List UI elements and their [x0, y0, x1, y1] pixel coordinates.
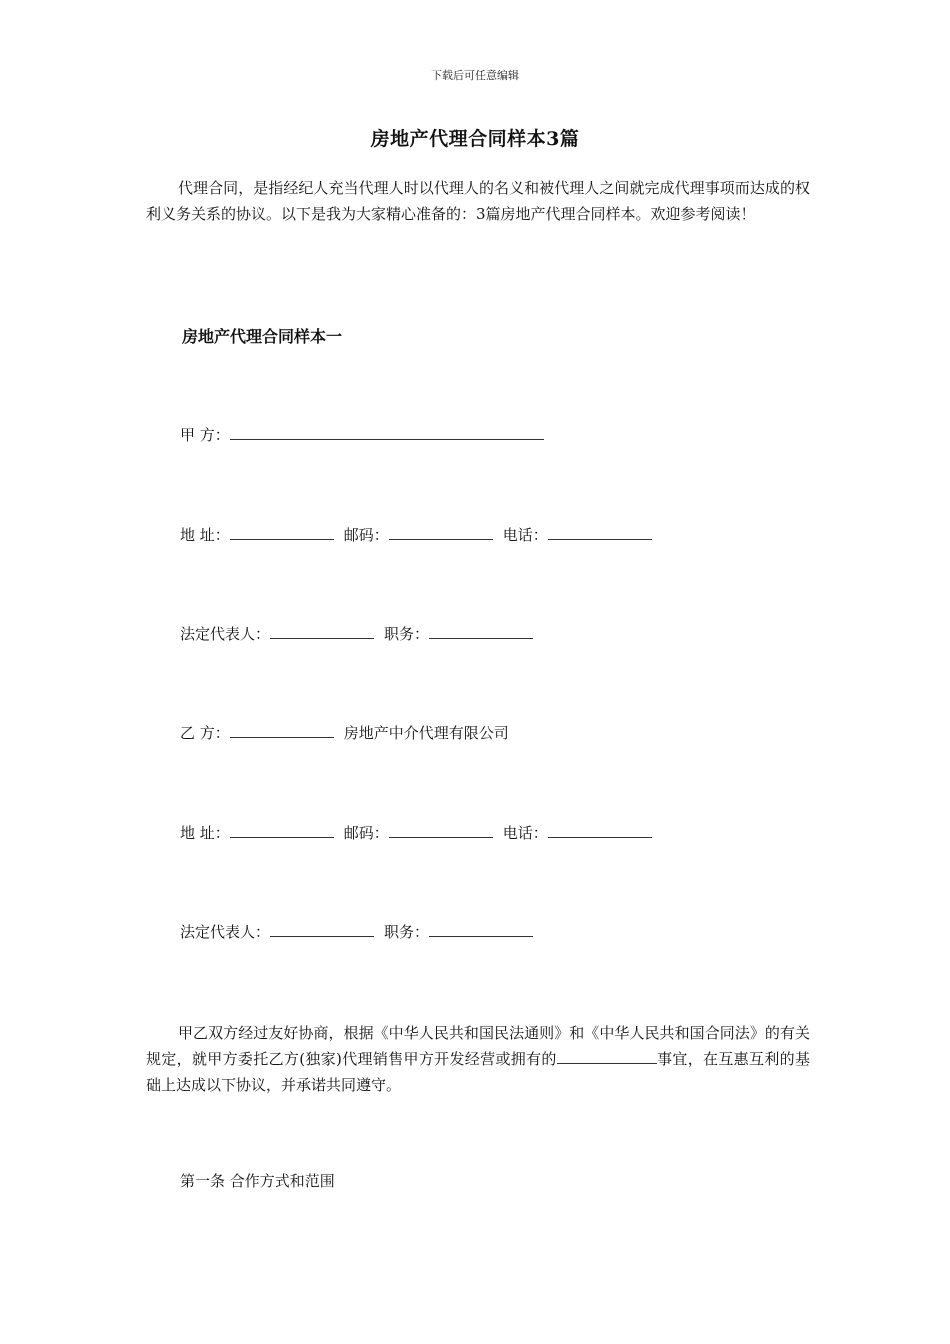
agreement-text-part2: 事宜，在互惠互利的基础上达成以下协议，并承诺共同遵守。	[146, 1050, 810, 1094]
party-a-name-field	[230, 425, 544, 440]
party-b-contact-row	[180, 822, 662, 844]
position-label: 职务：	[384, 625, 430, 643]
postcode-label: 邮码：	[343, 526, 389, 544]
address-field	[230, 823, 334, 838]
phone-field	[548, 823, 652, 838]
party-a-rep-row	[180, 623, 543, 645]
postcode-label: 邮码：	[343, 824, 389, 842]
intro-paragraph: 代理合同，是指经纪人充当代理人时以代理人的名义和被代理人之间就完成代理事项而达成的权利义务关系的协议。以下是我为大家精心准备的：3篇房地产代理合同样本。欢迎参考阅读！	[146, 179, 810, 223]
legal-rep-field	[270, 922, 374, 937]
legal-rep-field	[270, 624, 374, 639]
position-field	[429, 624, 533, 639]
phone-label: 电话：	[502, 526, 548, 544]
party-b-name-field	[230, 723, 334, 738]
phone-label: 电话：	[502, 824, 548, 842]
address-label: 地 址：	[180, 824, 230, 842]
party-a-label: 甲 方：	[180, 426, 230, 444]
party-a-row	[180, 424, 554, 446]
legal-rep-label: 法定代表人：	[180, 923, 271, 941]
header-note: 下载后可任意编辑	[431, 69, 519, 82]
article-heading: 第一条 合作方式和范围	[180, 1172, 335, 1190]
party-a-contact-row	[180, 524, 662, 546]
agreement-paragraph	[146, 1020, 810, 1098]
position-label: 职务：	[384, 923, 430, 941]
postcode-field	[389, 525, 493, 540]
address-field	[230, 525, 334, 540]
party-b-rep-row	[180, 921, 543, 943]
agreement-text-part1: 甲乙双方经过友好协商，根据《中华人民共和国民法通则》和《中华人民共和国合同法》的有关规定，就甲方委托乙方(独家)代理销售甲方开发经营或拥有的	[146, 1024, 810, 1068]
postcode-field	[389, 823, 493, 838]
phone-field	[548, 525, 652, 540]
party-b-company-suffix: 房地产中介代理有限公司	[343, 724, 509, 742]
legal-rep-label: 法定代表人：	[180, 625, 271, 643]
property-field	[557, 1049, 657, 1064]
section-title: 房地产代理合同样本一	[182, 327, 343, 346]
document-title: 房地产代理合同样本3篇	[370, 128, 580, 150]
position-field	[429, 922, 533, 937]
party-b-row	[180, 722, 509, 744]
address-label: 地 址：	[180, 526, 230, 544]
party-b-label: 乙 方：	[180, 724, 230, 742]
